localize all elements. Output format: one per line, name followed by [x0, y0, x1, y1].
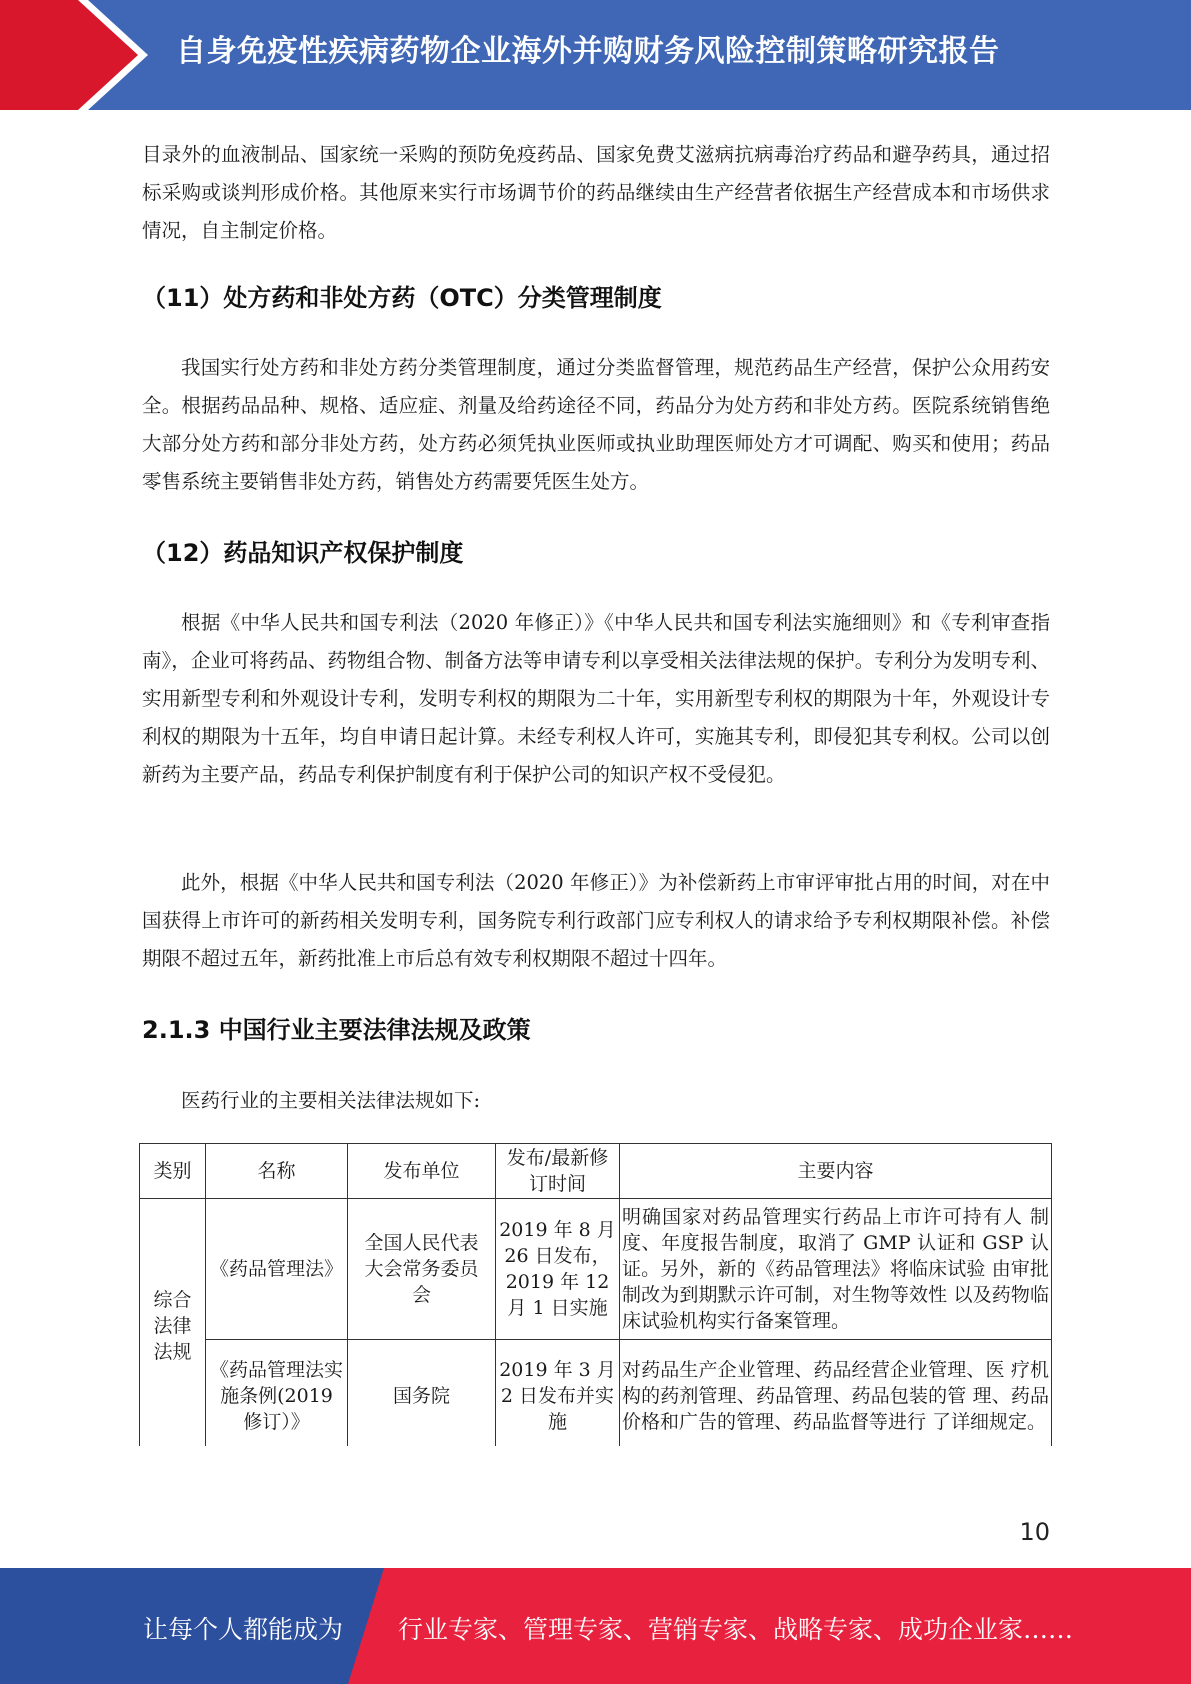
- table-cutoff-mask: [0, 1446, 1191, 1456]
- table-row: [140, 1199, 1052, 1340]
- heading-11-otc: （11）处方药和非处方药（OTC）分类管理制度: [142, 284, 662, 312]
- header-date: 发布/最新修订时间: [496, 1144, 620, 1199]
- content-cell: 明确国家对药品管理实行药品上市许可持有人 制度、年度报告制度，取消了 GMP 认证和 GSP 认证。另外，新的《药品管理法》将临床试验 由审批制改为到期默示许可制，对生物等效性 以及药物临床试验机构实行备案管理。: [620, 1199, 1052, 1340]
- page-footer: [0, 1568, 1191, 1684]
- date-cell: 2019 年 8 月 26 日发布，2019 年 12 月 1 日实施: [496, 1199, 620, 1340]
- section-heading-2-1-3: 2.1.3 中国行业主要法律法规及政策: [142, 1016, 531, 1044]
- law-name-cell: 《药品管理法实施条例(2019 修订）》: [206, 1340, 348, 1453]
- footer-slogan-left: 让每个人都能成为: [143, 1615, 344, 1644]
- law-name-cell: 《药品管理法》: [206, 1199, 348, 1340]
- paragraph-otc: 我国实行处方药和非处方药分类管理制度，通过分类监督管理，规范药品生产经营，保护公众用药安全。根据药品品种、规格、适应症、剂量及给药途径不同，药品分为处方药和非处方药。医院系统销售绝大部分处方药和部分非处方药，处方药必须凭执业医师或执业助理医师处方才可调配、购买和使用；药品零售系统主要销售非处方药，销售处方药需要凭医生处方。: [142, 356, 1050, 493]
- issuer-cell: 国务院: [348, 1340, 496, 1453]
- intro-paragraph: 目录外的血液制品、国家统一采购的预防免疫药品、国家免费艾滋病抗病毒治疗药品和避孕药具，通过招标采购或谈判形成价格。其他原来实行市场调节价的药品继续由生产经营者依据生产经营成本和市场供求情况，自主制定价格。: [142, 143, 1050, 242]
- paragraph-ip-1: 根据《中华人民共和国专利法（2020 年修正）》《中华人民共和国专利法实施细则》和《专利审查指南》，企业可将药品、药物组合物、制备方法等申请专利以享受相关法律法规的保护。专利分为发明专利、实用新型专利和外观设计专利，发明专利权的期限为二十年，实用新型专利权的期限为十年，外观设计专利权的期限为十五年，均自申请日起计算。未经专利权人许可，实施其专利，即侵犯其专利权。公司以创新药为主要产品，药品专利保护制度有利于保护公司的知识产权不受侵犯。: [142, 611, 1050, 786]
- table-row: [140, 1340, 1052, 1453]
- laws-table: [139, 1143, 1052, 1453]
- page-number: 10: [1019, 1518, 1050, 1546]
- paragraph-ip-2: 此外，根据《中华人民共和国专利法（2020 年修正）》为补偿新药上市审评审批占用的时间，对在中国获得上市许可的新药相关发明专利，国务院专利行政部门应专利权人的请求给予专利权期限补偿。补偿期限不超过五年，新药批准上市后总有效专利权期限不超过十四年。: [142, 871, 1050, 970]
- header-title: 自身免疫性疾病药物企业海外并购财务风险控制策略研究报告: [176, 34, 1000, 69]
- header-category: 类别: [140, 1144, 206, 1199]
- table-intro: 医药行业的主要相关法律法规如下:: [181, 1089, 481, 1112]
- header-name: 名称: [206, 1144, 348, 1199]
- footer-slogan-right: 行业专家、管理专家、营销专家、战略专家、成功企业家……: [398, 1615, 1074, 1644]
- issuer-cell: 全国人民代表大会常务委员会: [348, 1199, 496, 1340]
- date-cell: 2019 年 3 月 2 日发布并实施: [496, 1340, 620, 1453]
- header-content: 主要内容: [620, 1144, 1052, 1199]
- heading-12-ip: （12）药品知识产权保护制度: [142, 539, 464, 567]
- category-cell: 综合法律法规: [140, 1199, 206, 1453]
- header-issuer: 发布单位: [348, 1144, 496, 1199]
- content-cell: 对药品生产企业管理、药品经营企业管理、医 疗机构的药剂管理、药品管理、药品包装的管 理、药品价格和广告的管理、药品监督等进行 了详细规定。: [620, 1340, 1052, 1453]
- page-header: [0, 0, 1191, 110]
- header-red-arrow-decoration: [0, 0, 160, 110]
- table-header-row: [140, 1144, 1052, 1199]
